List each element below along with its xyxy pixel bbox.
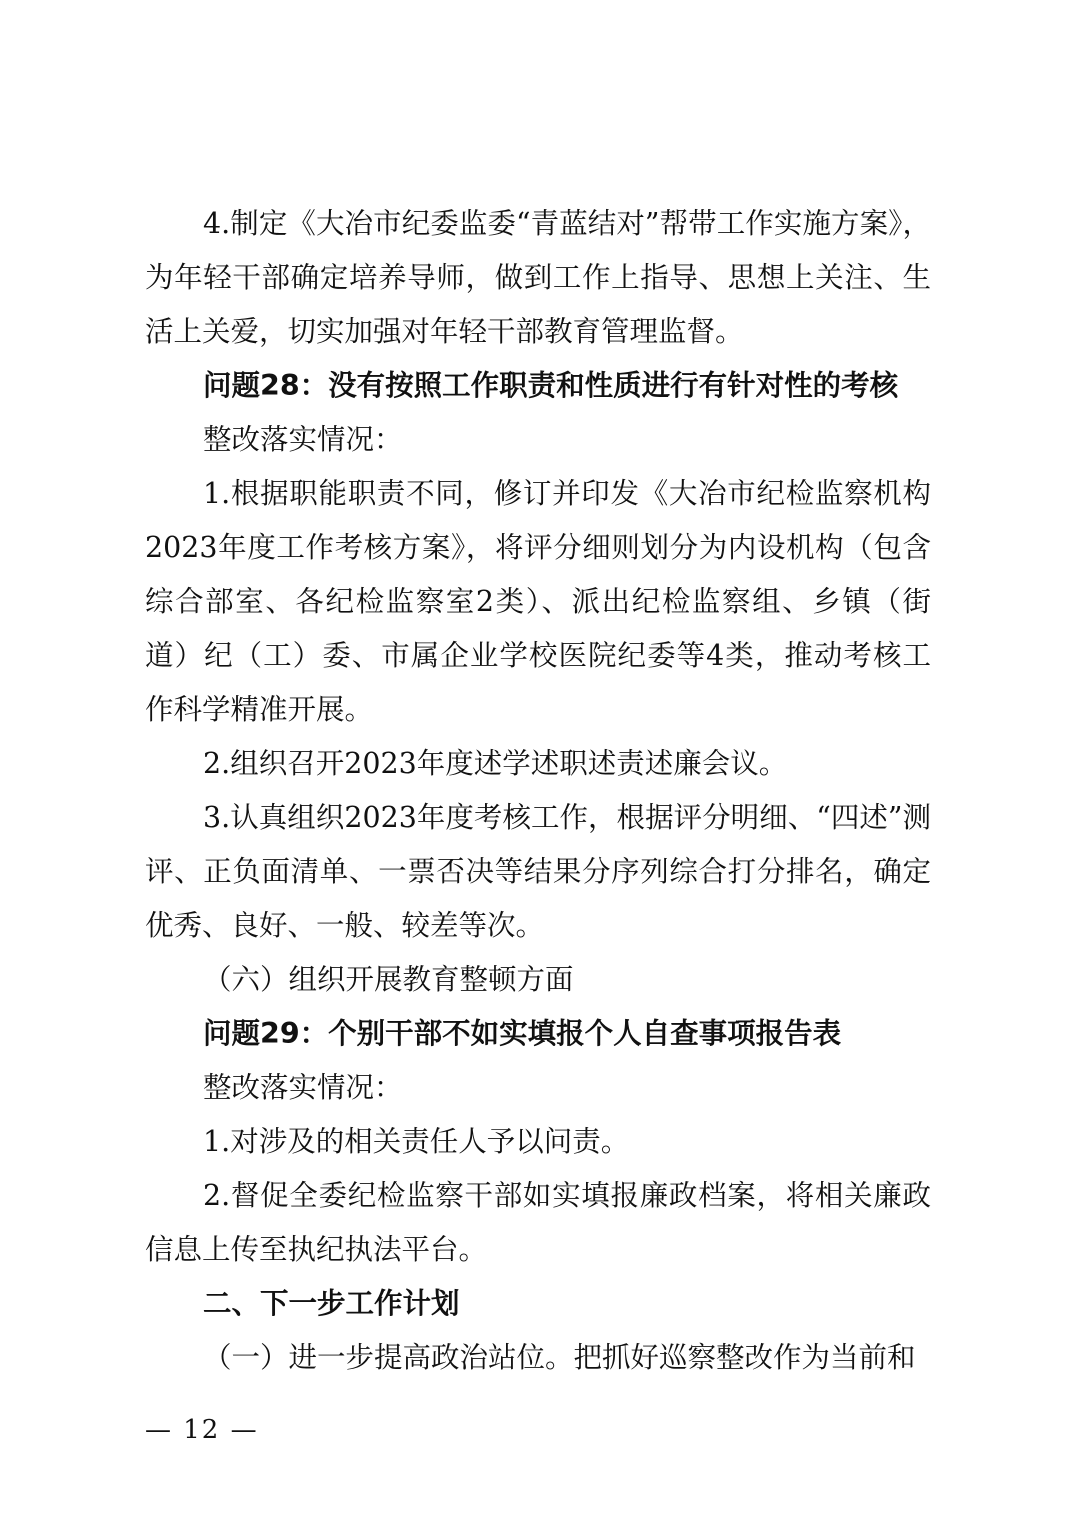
document-body <box>145 197 931 1385</box>
section-six-heading: （六）组织开展教育整顿方面 <box>203 963 574 996</box>
paragraph-item-1-assessment-plan: 1.根据职能职责不同，修订并印发《大冶市纪检监察机构2023年度工作考核方案》，将评分细则划分为内设机构（包含综合部室、各纪检监察室2类）、派出纪检监察组、乡镇（街道）纪（工）委、市属企业学校医院纪委等4类，推动考核工作科学精准开展。 <box>145 477 931 726</box>
page-number: — 12 — <box>145 1415 259 1445</box>
paragraph-item-3-annual-assessment: 3.认真组织2023年度考核工作，根据评分明细、“四述”测评、正负面清单、一票否决等结果分序列综合打分排名，确定优秀、良好、一般、较差等次。 <box>145 801 931 942</box>
paragraph-item-1-accountability: 1.对涉及的相关责任人予以问责。 <box>203 1125 630 1158</box>
paragraph-item-4-youth-mentoring: 4.制定《大冶市纪委监委“青蓝结对”帮带工作实施方案》，为年轻干部确定培养导师，做到工作上指导、思想上关注、生活上关爱，切实加强对年轻干部教育管理监督。 <box>145 207 931 348</box>
issue-28-heading: 问题28：没有按照工作职责和性质进行有针对性的考核 <box>203 369 899 402</box>
paragraph-item-2-meeting: 2.组织召开2023年度述学述职述责述廉会议。 <box>203 747 788 780</box>
paragraph-item-2-integrity-files: 2.督促全委纪检监察干部如实填报廉政档案，将相关廉政信息上传至执纪执法平台。 <box>145 1179 931 1266</box>
next-steps-heading: 二、下一步工作计划 <box>203 1287 460 1320</box>
rectification-label: 整改落实情况： <box>203 1071 403 1104</box>
paragraph-next-step-1: （一）进一步提高政治站位。把抓好巡察整改作为当前和 <box>203 1341 916 1374</box>
rectification-label: 整改落实情况： <box>203 423 403 456</box>
issue-29-heading: 问题29：个别干部不如实填报个人自查事项报告表 <box>203 1017 842 1050</box>
